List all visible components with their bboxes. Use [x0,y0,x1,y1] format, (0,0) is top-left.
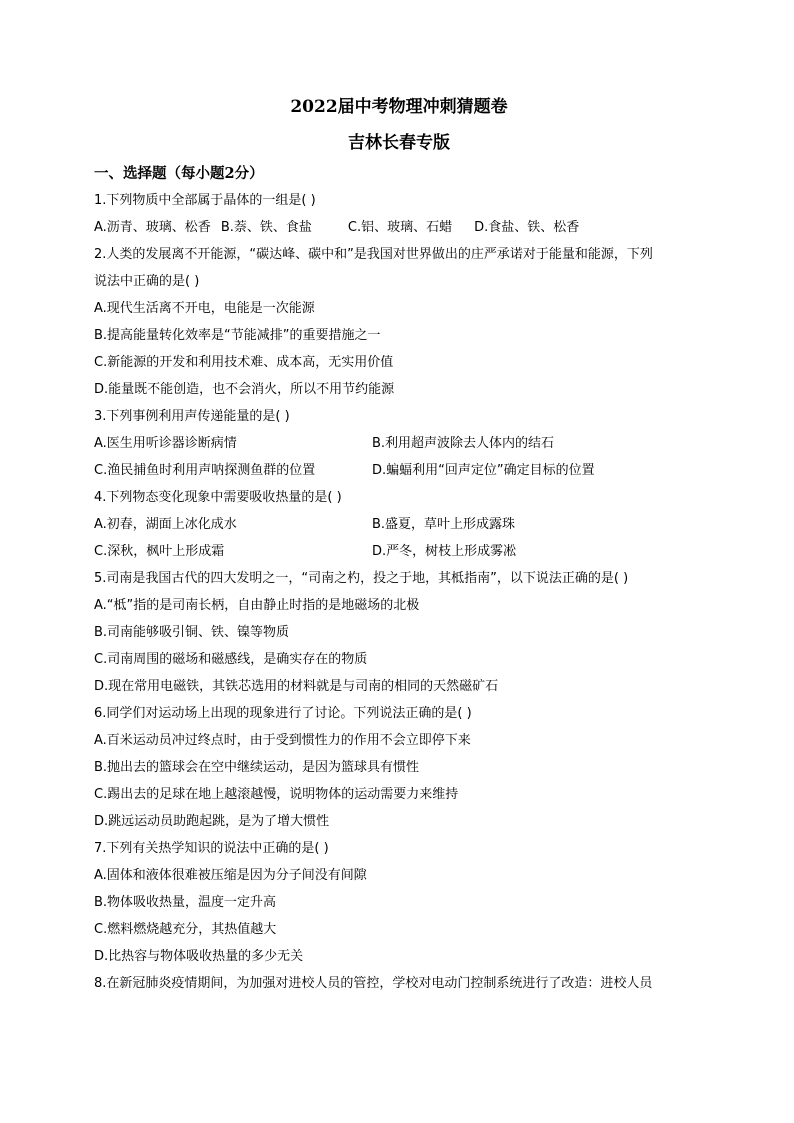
q1-option-d: D.食盐、铁、松香 [474,220,580,235]
q7-option-d: D.比热容与物体吸收热量的多少无关 [94,949,304,964]
q7-option-c: C.燃料燃烧越充分，其热值越大 [94,922,277,937]
q4-options-row1 [94,511,704,538]
q4-option-c: C.深秋，枫叶上形成霜 [94,544,225,559]
q4-option-a: A.初春，湖面上冰化成水 [94,517,237,532]
q2-option-d: D.能量既不能创造，也不会消火，所以不用节约能源 [94,382,395,397]
q7-stem: 7.下列有关热学知识的说法中正确的是( ) [94,841,329,856]
q2-option-a: A.现代生活离不开电，电能是一次能源 [94,301,315,316]
q2-stem-line2: 说法中正确的是( ) [94,274,200,289]
q4-stem: 4.下列物态变化现象中需要吸收热量的是( ) [94,490,342,505]
q3-stem: 3.下列事例利用声传递能量的是( ) [94,409,290,424]
q4-option-d: D.严冬，树枝上形成雾凇 [372,544,517,559]
section-heading: 一、选择题（每小题2分） [94,165,264,182]
q1-options [94,214,704,241]
q1-option-b: B.萘、铁、食盐 [220,220,312,235]
q3-options-row1 [94,430,704,457]
exam-page [94,96,704,997]
q1-stem: 1.下列物质中全部属于晶体的一组是( ) [94,193,316,208]
q1-option-a: A.沥青、玻璃、松香 [94,220,211,235]
q6-option-d: D.跳远运动员助跑起跳，是为了增大惯性 [94,814,330,829]
q6-option-a: A.百米运动员冲过终点时，由于受到惯性力的作用不会立即停下来 [94,733,471,748]
q5-option-a: A.“柢”指的是司南长柄，自由静止时指的是地磁场的北极 [94,598,420,613]
q3-option-b: B.利用超声波除去人体内的结石 [372,436,555,451]
q6-stem: 6.同学们对运动场上出现的现象进行了讨论。下列说法正确的是( ) [94,706,472,721]
q3-option-a: A.医生用听诊器诊断病情 [94,436,237,451]
q2-option-c: C.新能源的开发和利用技术难、成本高，无实用价值 [94,355,394,370]
q3-option-d: D.蝙蝠利用“回声定位”确定目标的位置 [372,463,595,478]
q2-stem-line1: 2.人类的发展离不开能源，“碳达峰、碳中和”是我国对世界做出的庄严承诺对于能量和能源，下列 [94,247,653,262]
q3-option-c: C.渔民捕鱼时利用声呐探测鱼群的位置 [94,463,316,478]
q6-option-c: C.踢出去的足球在地上越滚越慢，说明物体的运动需要力来维持 [94,787,459,802]
exam-title: 2022届中考物理冲刺猜题卷 [290,97,508,117]
q5-option-c: C.司南周围的磁场和磁感线，是确实存在的物质 [94,652,368,667]
exam-subtitle: 吉林长春专版 [348,133,450,153]
q5-option-d: D.现在常用电磁铁，其铁芯选用的材料就是与司南的相同的天然磁矿石 [94,679,499,694]
q4-option-b: B.盛夏，草叶上形成露珠 [372,517,516,532]
q5-stem: 5.司南是我国古代的四大发明之一，“司南之杓，投之于地，其柢指南”，以下说法正确的是( ) [94,571,629,586]
q4-options-row2 [94,538,704,565]
q7-option-a: A.固体和液体很难被压缩是因为分子间没有间隙 [94,868,367,883]
q7-option-b: B.物体吸收热量，温度一定升高 [94,895,277,910]
q5-option-b: B.司南能够吸引铜、铁、镍等物质 [94,625,290,640]
q6-option-b: B.抛出去的篮球会在空中继续运动，是因为篮球具有惯性 [94,760,420,775]
q1-option-c: C.铝、玻璃、石蜡 [347,220,453,235]
q2-option-b: B.提高能量转化效率是“节能减排”的重要措施之一 [94,328,381,343]
q8-stem: 8.在新冠肺炎疫情期间，为加强对进校人员的管控，学校对电动门控制系统进行了改造：进校人员 [94,976,653,991]
q3-options-row2 [94,457,704,484]
